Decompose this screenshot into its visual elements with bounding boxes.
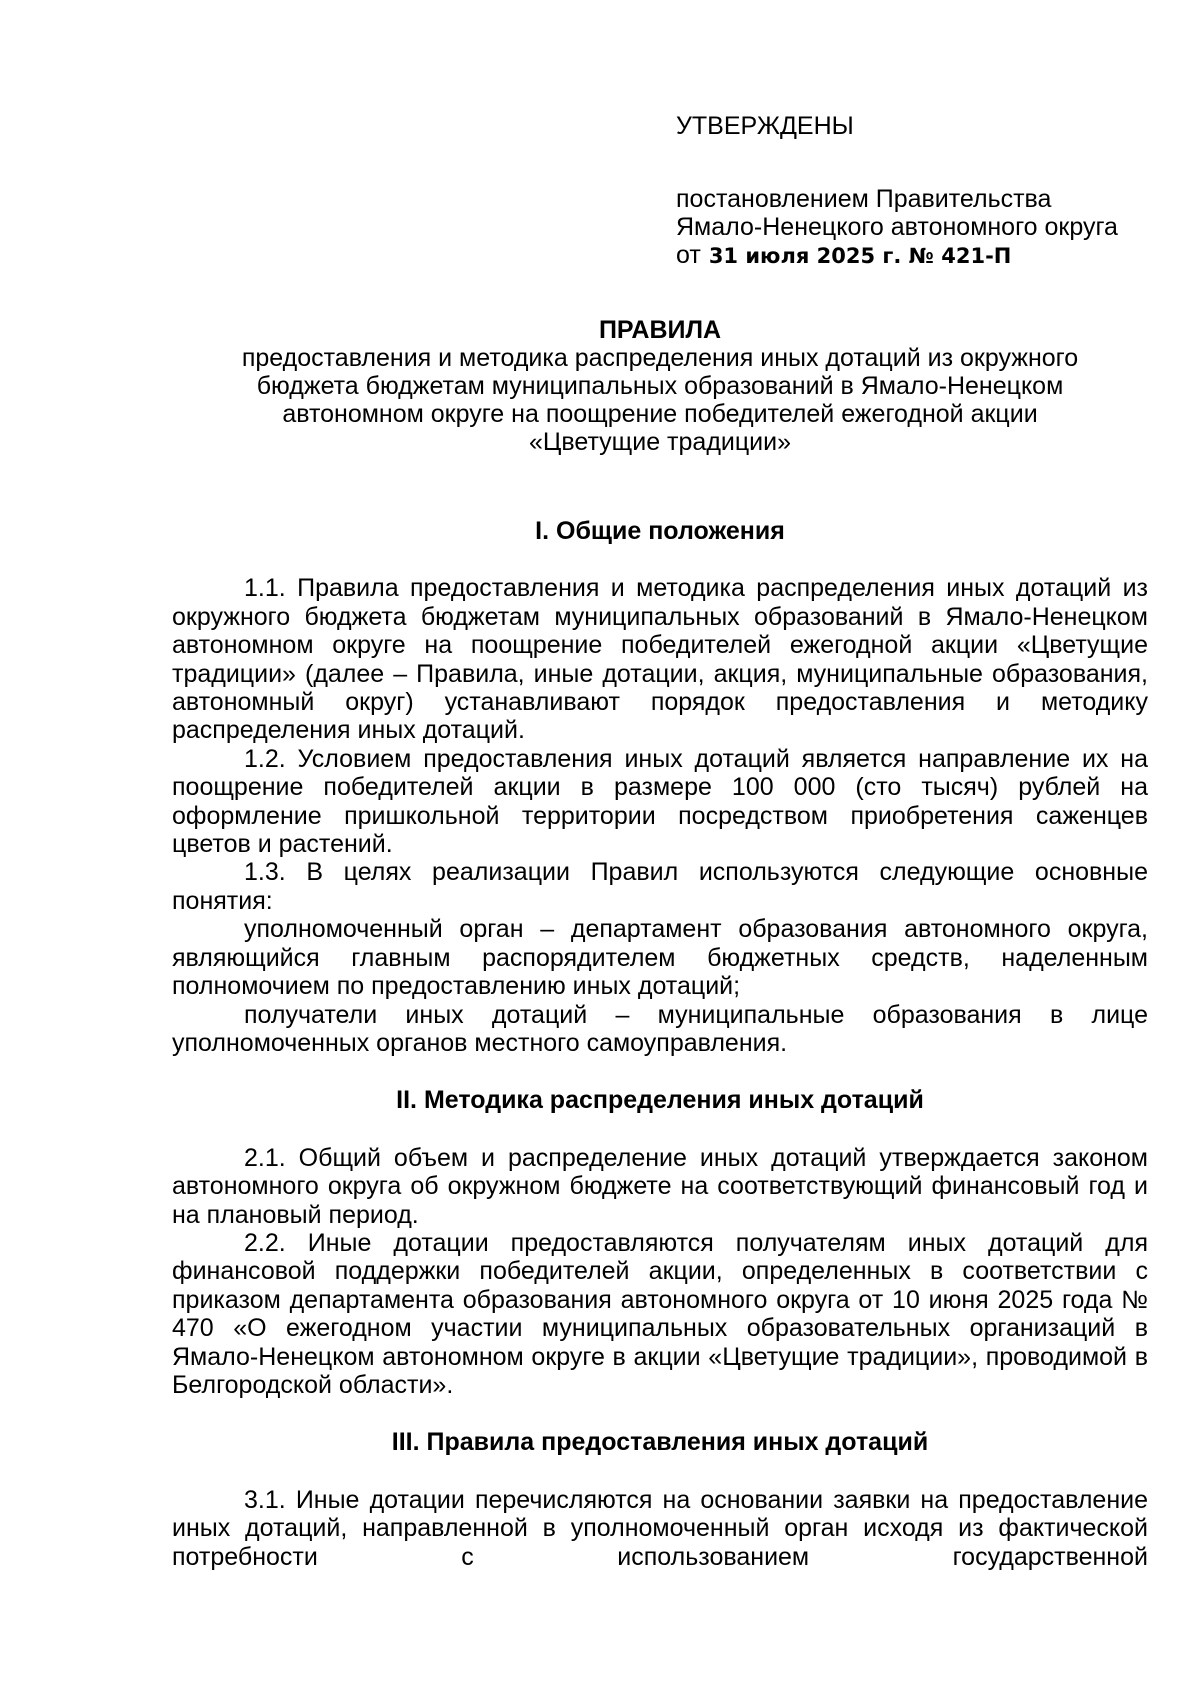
definition-authorized-body: уполномоченный орган – департамент образования автономного округа, являющийся главным распорядителем бюджетных средств, наделенным полномочием по предоставлению иных дотаций; (172, 915, 1148, 1001)
section-1-heading: I. Общие положения (535, 517, 785, 545)
approval-line-2: Ямало-Ненецкого автономного округа (676, 213, 1118, 241)
section-3-heading: III. Правила предоставления иных дотаций (391, 1428, 929, 1457)
paragraph-1-1: 1.1. Правила предоставления и методика распределения иных дотаций из окружного бюджета бюджетам муниципальных образований в Ямало-Ненецком автономном округе на поощрение победителей ежегодной акции «Цветущие традиции» (далее – Правила, иные дотации, акция, муниципальные образования, автономный округ) устанавливают порядок предоставления и методику распределения иных дотаций. (172, 574, 1148, 745)
decree-date-number: 31 июля 2025 г. № 421-П (708, 244, 1012, 268)
title-line-2: бюджета бюджетам муниципальных образований в Ямало-Ненецком (256, 372, 1064, 400)
title-line-3: автономном округе на поощрение победителей ежегодной акции (282, 400, 1038, 428)
title-main: ПРАВИЛА (598, 316, 722, 344)
approved-label: УТВЕРЖДЕНЫ (676, 112, 854, 140)
paragraph-2-2: 2.2. Иные дотации предоставляются получателям иных дотаций для финансовой поддержки победителей акции, определенных в соответствии с приказом департамента образования автономного округа от 10 июня 2025 года № 470 «О ежегодном участии муниципальных образовательных организаций в Ямало-Ненецком автономном округе в акции «Цветущие традиции», проводимой в Белгородской области». (172, 1228, 1148, 1399)
document-body (172, 517, 1148, 1571)
approval-block (676, 112, 1176, 270)
title-line-1: предоставления и методика распределения иных дотаций из окружного (241, 344, 1079, 372)
paragraph-1-2: 1.2. Условием предоставления иных дотаций является направление их на поощрение победителей акции в размере 100 000 (сто тысяч) рублей на оформление пришкольной территории посредством приобретения саженцев цветов и растений. (172, 744, 1148, 859)
paragraph-1-3: 1.3. В целях реализации Правил используются следующие основные понятия: (172, 858, 1148, 915)
paragraph-3-1: 3.1. Иные дотации перечисляются на основании заявки на предоставление иных дотаций, направленной в уполномоченный орган исходя из фактической потребности с использованием государственной (172, 1485, 1148, 1571)
document-title (210, 316, 1110, 456)
approval-date-line (676, 241, 1176, 270)
definition-recipients: получатели иных дотаций – муниципальные образования в лице уполномоченных органов местного самоуправления. (172, 1000, 1148, 1057)
title-line-4: «Цветущие традиции» (528, 428, 792, 456)
section-2-heading: II. Методика распределения иных дотаций (396, 1086, 924, 1115)
date-prefix: от (676, 241, 701, 269)
paragraph-2-1: 2.1. Общий объем и распределение иных дотаций утверждается законом автономного округа об окружном бюджете на соответствующий финансовый год и на плановый период. (172, 1143, 1148, 1229)
approval-line-1: постановлением Правительства (676, 185, 1052, 213)
